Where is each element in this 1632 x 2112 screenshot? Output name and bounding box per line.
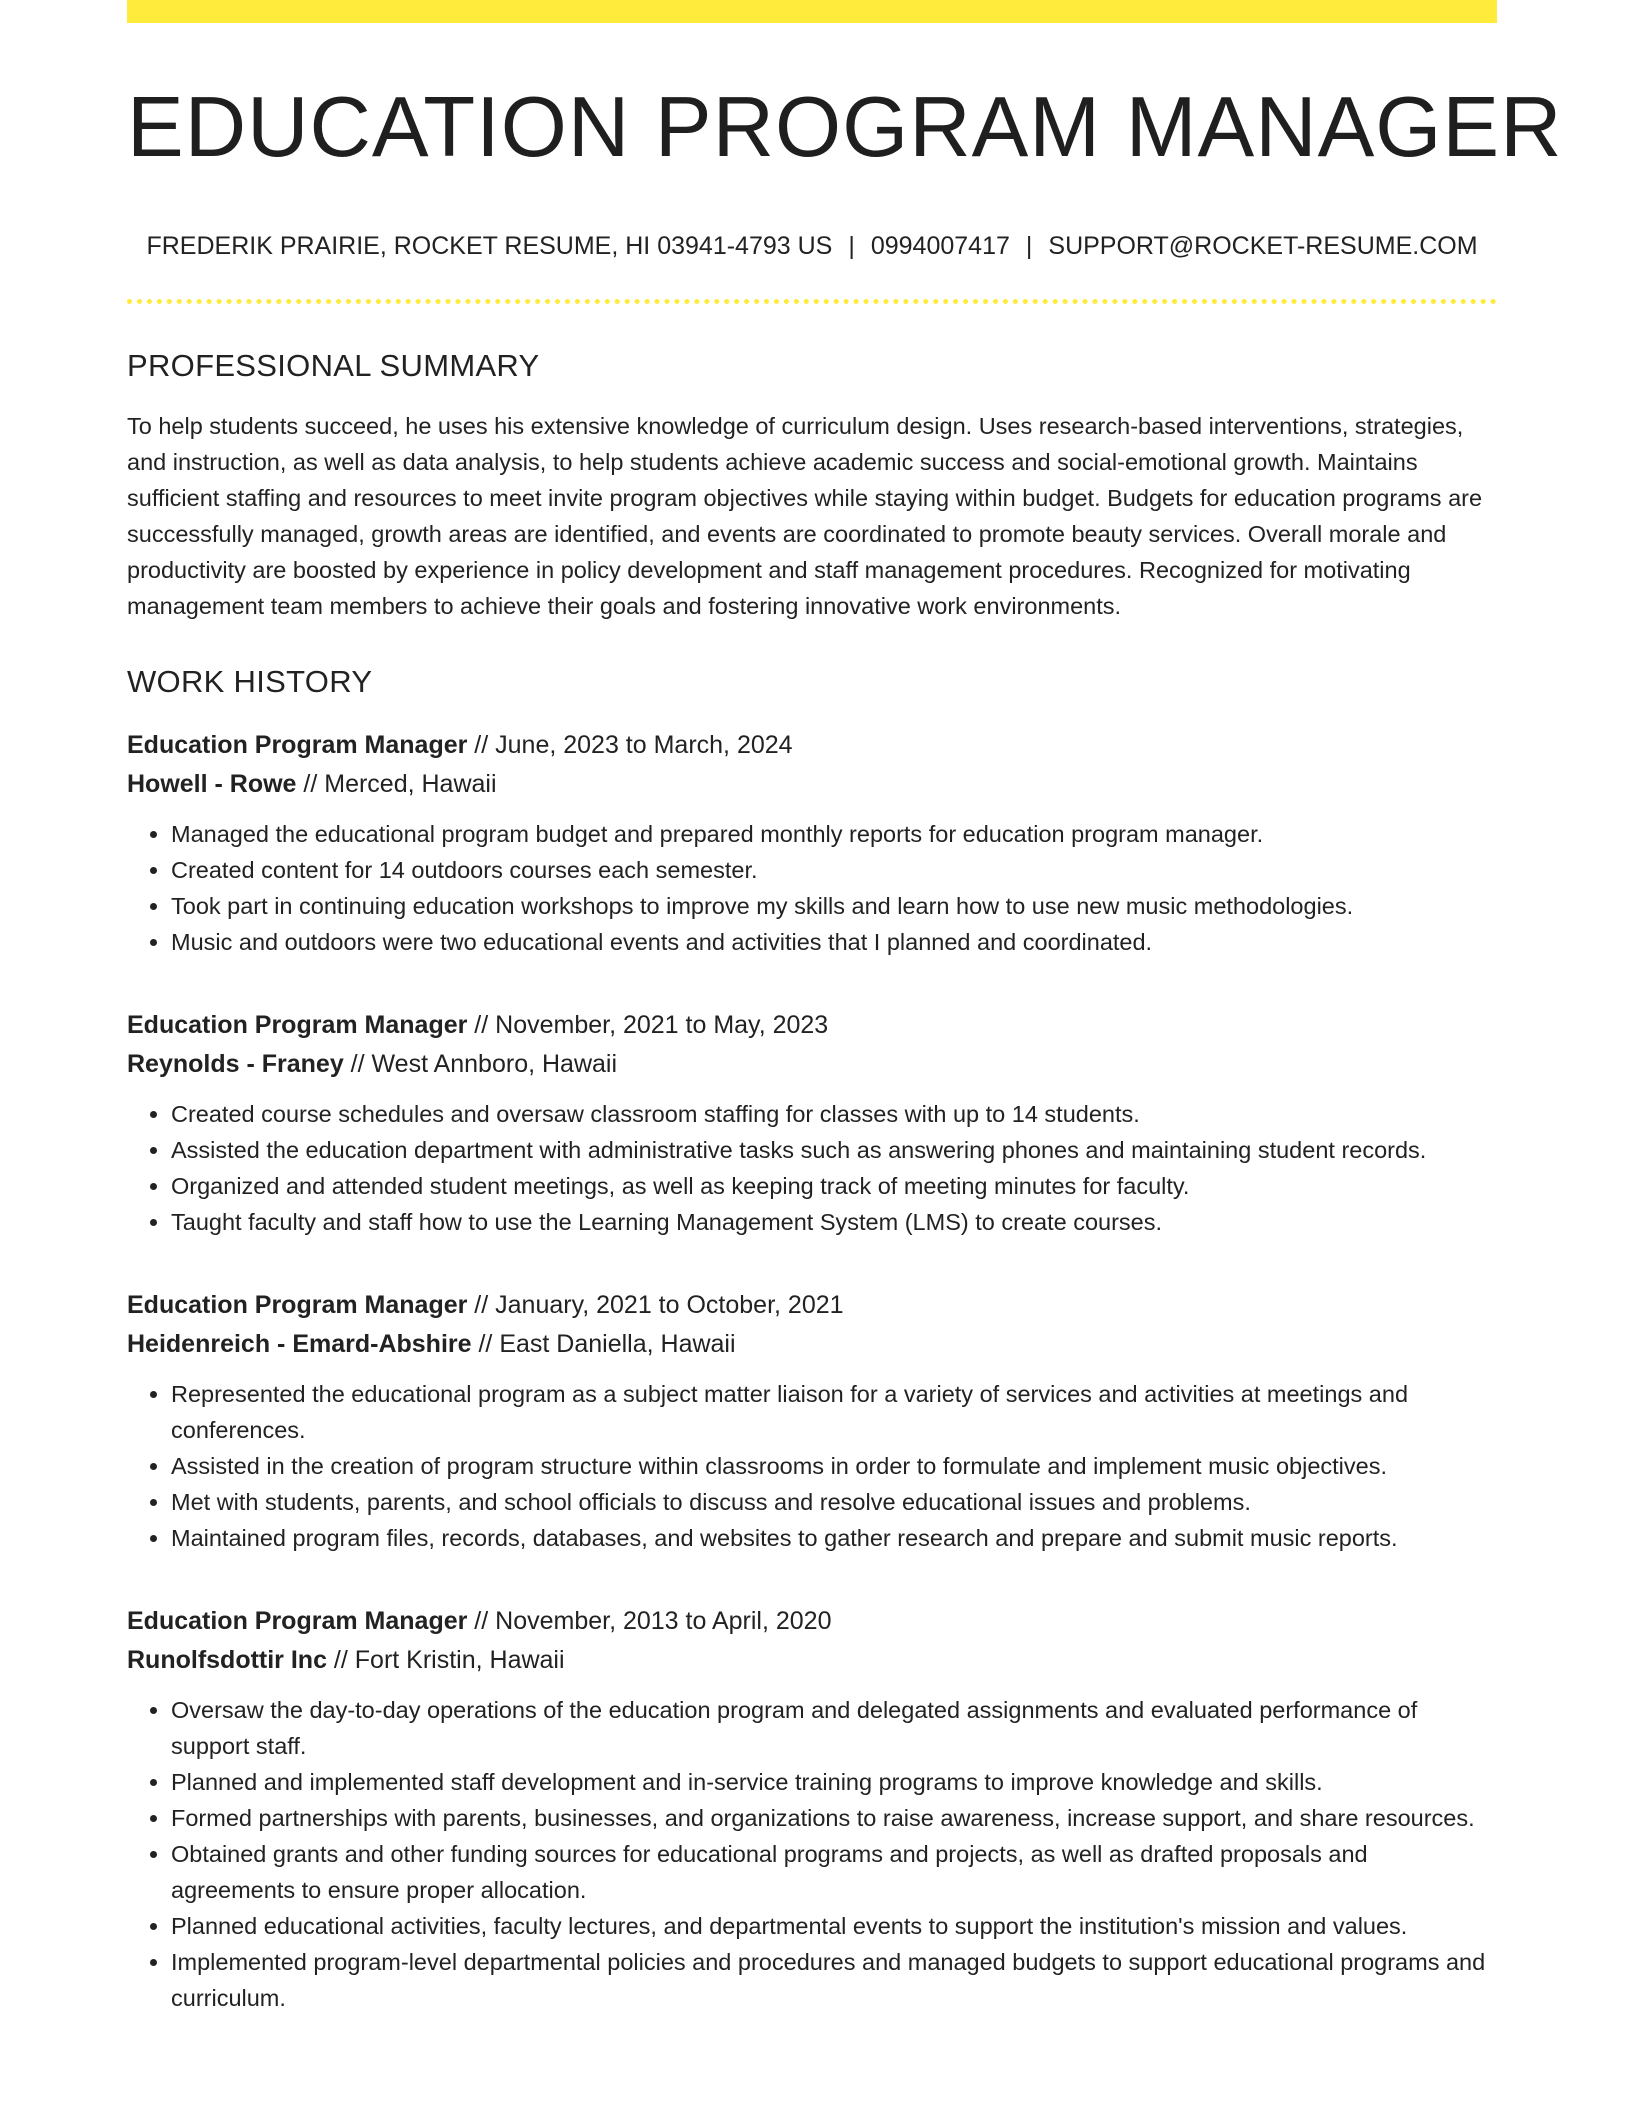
job-dates: // June, 2023 to March, 2024 bbox=[467, 731, 793, 760]
job-company: Heidenreich - Emard-Abshire bbox=[127, 1330, 472, 1359]
job-title-line bbox=[127, 1602, 1497, 1641]
job-company: Runolfsdottir Inc bbox=[127, 1646, 327, 1675]
job-title: Education Program Manager bbox=[127, 1291, 468, 1320]
job-dates: // January, 2021 to October, 2021 bbox=[467, 1291, 844, 1320]
job-bullet: • Planned and implemented staff development and in-service training programs to improve knowledge and skills. bbox=[171, 1764, 1497, 1800]
contact-address: FREDERIK PRAIRIE, ROCKET RESUME, HI 03941-4793 US bbox=[146, 232, 833, 261]
contact-line bbox=[127, 232, 1497, 261]
job-bullet: • Represented the educational program as a subject matter liaison for a variety of services and activities at meetings and conferences. bbox=[171, 1376, 1497, 1448]
job-location: // Fort Kristin, Hawaii bbox=[326, 1646, 565, 1675]
job-company-line bbox=[127, 1045, 1497, 1084]
job-bullet: • Took part in continuing education workshops to improve my skills and learn how to use new music methodologies. bbox=[171, 888, 1497, 924]
job-bullet: • Maintained program files, records, databases, and websites to gather research and prepare and submit music reports. bbox=[171, 1520, 1497, 1556]
job-entry bbox=[127, 1006, 1497, 1240]
job-company: Reynolds - Franey bbox=[127, 1050, 344, 1079]
summary-heading: PROFESSIONAL SUMMARY bbox=[127, 348, 540, 384]
contact-separator: | bbox=[848, 232, 855, 261]
resume-page bbox=[127, 0, 1563, 2016]
job-bullet-list bbox=[127, 1096, 1497, 1240]
job-title: Education Program Manager bbox=[127, 1607, 468, 1636]
job-location: // West Annboro, Hawaii bbox=[343, 1050, 618, 1079]
job-bullet: • Music and outdoors were two educational events and activities that I planned and coordinated. bbox=[171, 924, 1497, 960]
job-bullet: • Created content for 14 outdoors courses each semester. bbox=[171, 852, 1497, 888]
job-bullet-list bbox=[127, 816, 1497, 960]
job-company-line bbox=[127, 765, 1497, 804]
job-dates: // November, 2021 to May, 2023 bbox=[467, 1011, 829, 1040]
job-bullet: • Assisted the education department with administrative tasks such as answering phones and maintaining student records. bbox=[171, 1132, 1497, 1168]
work-history-list bbox=[127, 726, 1497, 2016]
job-entry bbox=[127, 726, 1497, 960]
job-bullet-list bbox=[127, 1376, 1497, 1556]
job-location: // Merced, Hawaii bbox=[296, 770, 497, 799]
job-bullet: • Managed the educational program budget and prepared monthly reports for education program manager. bbox=[171, 816, 1497, 852]
job-location: // East Daniella, Hawaii bbox=[471, 1330, 736, 1359]
job-company-line bbox=[127, 1325, 1497, 1364]
work-history-heading: WORK HISTORY bbox=[127, 664, 373, 700]
contact-email: SUPPORT@ROCKET-RESUME.COM bbox=[1048, 232, 1478, 261]
summary-text: To help students succeed, he uses his extensive knowledge of curriculum design. Uses research-based interventions, strategies, and instruction, as well as data analysis, to help students achieve academic success and social-emotional growth. Maintains sufficient staffing and resources to meet invite program objectives while staying within budget. Budgets for education programs are successfully managed, growth areas are identified, and events are coordinated to promote beauty services. Overall morale and productivity are boosted by experience in policy development and staff management procedures. Recognized for motivating management team members to achieve their goals and fostering innovative work environments. bbox=[127, 413, 1483, 620]
job-title-line bbox=[127, 726, 1497, 765]
job-company: Howell - Rowe bbox=[127, 770, 297, 799]
job-bullet: • Formed partnerships with parents, businesses, and organizations to raise awareness, increase support, and share resources. bbox=[171, 1800, 1497, 1836]
resume-title: EDUCATION PROGRAM MANAGER bbox=[127, 80, 1563, 175]
job-bullet: • Implemented program-level departmental policies and procedures and managed budgets to support educational programs and curriculum. bbox=[171, 1944, 1497, 2016]
job-bullet: • Planned educational activities, faculty lectures, and departmental events to support the institution's mission and values. bbox=[171, 1908, 1497, 1944]
job-bullet-list bbox=[127, 1692, 1497, 2016]
job-company-line bbox=[127, 1641, 1497, 1680]
contact-separator: | bbox=[1025, 232, 1033, 261]
job-bullet: • Met with students, parents, and school officials to discuss and resolve educational issues and problems. bbox=[171, 1484, 1497, 1520]
job-bullet: • Organized and attended student meetings, as well as keeping track of meeting minutes for faculty. bbox=[171, 1168, 1497, 1204]
job-dates: // November, 2013 to April, 2020 bbox=[467, 1607, 832, 1636]
job-bullet: • Obtained grants and other funding sources for educational programs and projects, as well as drafted proposals and agreements to ensure proper allocation. bbox=[171, 1836, 1497, 1908]
job-bullet: • Taught faculty and staff how to use the Learning Management System (LMS) to create courses. bbox=[171, 1204, 1497, 1240]
job-entry bbox=[127, 1602, 1497, 2016]
job-title-line bbox=[127, 1006, 1497, 1045]
accent-top-bar bbox=[127, 0, 1497, 23]
job-bullet: • Assisted in the creation of program structure within classrooms in order to formulate and implement music objectives. bbox=[171, 1448, 1497, 1484]
dotted-divider bbox=[127, 299, 1497, 304]
job-entry bbox=[127, 1286, 1497, 1556]
job-title: Education Program Manager bbox=[127, 1011, 468, 1040]
contact-phone: 0994007417 bbox=[870, 232, 1010, 261]
job-bullet: • Created course schedules and oversaw classroom staffing for classes with up to 14 students. bbox=[171, 1096, 1497, 1132]
job-title: Education Program Manager bbox=[127, 731, 468, 760]
job-bullet: • Oversaw the day-to-day operations of the education program and delegated assignments and evaluated performance of support staff. bbox=[171, 1692, 1497, 1764]
job-title-line bbox=[127, 1286, 1497, 1325]
